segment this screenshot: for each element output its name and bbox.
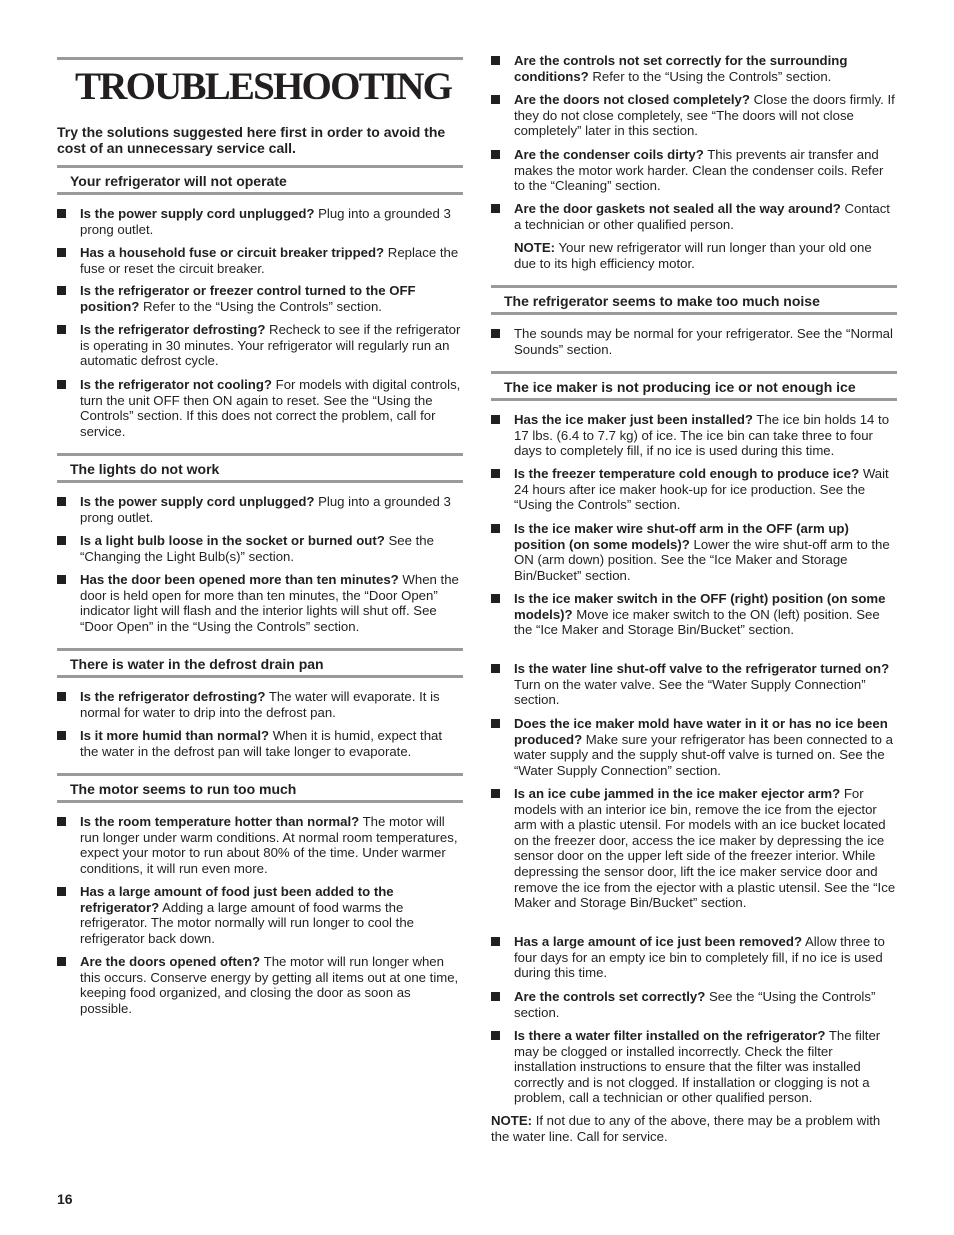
bullet-icon: [57, 248, 66, 257]
bullet-icon: [57, 536, 66, 545]
list-item: Has a large amount of ice just been removed? Allow three to four days for an empty ice bin to completely fill, if no ice is used during this time.: [491, 934, 897, 981]
list-item: Is the refrigerator defrosting? Recheck to see if the refrigerator is operating in 30 minutes. Your refrigerator will regularly run an automatic defrost cycle.: [57, 322, 463, 369]
bullet-icon: [491, 469, 500, 478]
bullet-icon: [57, 692, 66, 701]
section-heading: The motor seems to run too much: [57, 773, 463, 803]
bullet-icon: [491, 992, 500, 1001]
list-item: Has the door been opened more than ten minutes? When the door is held open for more than ten minutes, the “Door Open” indicator light will flash and the interior lights will shut off. See “Door Open” in the “Using the Controls” section.: [57, 572, 463, 634]
bullet-icon: [57, 817, 66, 826]
bullet-icon: [491, 524, 500, 533]
page-number: 16: [57, 1191, 73, 1207]
list-item: The sounds may be normal for your refrigerator. See the “Normal Sounds” section.: [491, 326, 897, 357]
note-text: NOTE: Your new refrigerator will run longer than your old one due to its high efficiency motor.: [514, 240, 872, 271]
list-item: Does the ice maker mold have water in it or has no ice been produced? Make sure your refrigerator has been connected to a water supply and the supply shut-off valve is turned on. See the “Water Supply Connection” section.: [491, 716, 897, 778]
list-item: Are the condenser coils dirty? This prevents air transfer and makes the motor work harder. Clean the condenser coils. Refer to the “Cleaning” section.: [491, 147, 897, 194]
list-item: Are the door gaskets not sealed all the way around? Contact a technician or other qualified person.: [491, 201, 897, 232]
bullet-icon: [491, 664, 500, 673]
list-item: Is an ice cube jammed in the ice maker ejector arm? For models with an interior ice bin, remove the ice from the ejector arm with a plastic utensil. For models with an ice bucket located on the freezer door, access the ice maker by depressing the ice sensor door on the upper left side of the freezer interior. While depressing the sensor door, lift the ice maker service door and remove the ice from the ejector with a plastic utensil. See the “Ice Maker and Storage Bin/Bucket” section.: [491, 786, 897, 911]
bullet-icon: [57, 325, 66, 334]
section-heading: The refrigerator seems to make too much noise: [491, 285, 897, 315]
bullet-icon: [491, 937, 500, 946]
page-title: TROUBLESHOOTING: [75, 65, 452, 108]
list-item: Are the controls set correctly? See the “Using the Controls” section.: [491, 989, 897, 1020]
bullet-icon: [57, 731, 66, 740]
list-item: Are the doors opened often? The motor will run longer when this occurs. Conserve energy by getting all items out at one time, keeping food organized, and closing the door as soon as possible.: [57, 954, 463, 1016]
bullet-icon: [491, 204, 500, 213]
section-heading: There is water in the defrost drain pan: [57, 648, 463, 678]
list-item: Are the controls not set correctly for the surrounding conditions? Refer to the “Using the Controls” section.: [491, 53, 897, 84]
bullet-icon: [57, 957, 66, 966]
bullet-icon: [57, 209, 66, 218]
bullet-icon: [491, 415, 500, 424]
bullet-icon: [491, 56, 500, 65]
bullet-icon: [57, 286, 66, 295]
list-item: Is the ice maker wire shut-off arm in the OFF (arm up) position (on some models)? Lower the wire shut-off arm to the ON (arm down) position. See the “Ice Maker and Storage Bin/Bucket” section.: [491, 521, 897, 583]
list-item: Is the ice maker switch in the OFF (right) position (on some models)? Move ice maker switch to the ON (left) position. See the “Ice Maker and Storage Bin/Bucket” section.: [491, 591, 897, 638]
list-item: Is there a water filter installed on the refrigerator? The filter may be clogged or installed incorrectly. Check the filter installation instructions to ensure that the filter was installed correctly and is not clogged. If installation or clogging is not a problem, call a technician or other qualified person.: [491, 1028, 897, 1106]
intro-text: Try the solutions suggested here first in order to avoid the cost of an unnecessary service call.: [57, 124, 446, 156]
section-heading: Your refrigerator will not operate: [57, 165, 463, 195]
bullet-icon: [57, 380, 66, 389]
list-item: Is the power supply cord unplugged? Plug into a grounded 3 prong outlet.: [57, 494, 463, 525]
list-item: Is the refrigerator defrosting? The water will evaporate. It is normal for water to drip into the defrost pan.: [57, 689, 463, 720]
list-item: Is the water line shut-off valve to the refrigerator turned on? Turn on the water valve. See the “Water Supply Connection” section.: [491, 661, 897, 708]
list-item: Are the doors not closed completely? Close the doors firmly. If they do not close completely, see “The doors will not close completely” later in this section.: [491, 92, 897, 139]
list-item: Is it more humid than normal? When it is humid, expect that the water in the defrost pan will take longer to evaporate.: [57, 728, 463, 759]
list-item: Is the power supply cord unplugged? Plug into a grounded 3 prong outlet.: [57, 206, 463, 237]
bullet-icon: [57, 887, 66, 896]
title-rule: [57, 57, 463, 60]
bullet-icon: [491, 719, 500, 728]
list-item: Has a household fuse or circuit breaker tripped? Replace the fuse or reset the circuit breaker.: [57, 245, 463, 276]
list-item: Has a large amount of food just been added to the refrigerator? Adding a large amount of food warms the refrigerator. The motor normally will run longer to cool the refrigerator back down.: [57, 884, 463, 946]
note-text: NOTE: If not due to any of the above, there may be a problem with the water line. Call for service.: [491, 1113, 881, 1144]
list-item: Has the ice maker just been installed? The ice bin holds 14 to 17 lbs. (6.4 to 7.7 kg) of ice. The ice bin can take three to four days to completely fill, if no ice is used during this time.: [491, 412, 897, 459]
list-item: Is the room temperature hotter than normal? The motor will run longer under warm conditions. At normal room temperatures, expect your motor to run about 80% of the time. Under warmer conditions, it will run even more.: [57, 814, 463, 876]
list-item: Is the refrigerator not cooling? For models with digital controls, turn the unit OFF then ON again to reset. See the “Using the Controls” section. If this does not correct the problem, call for service.: [57, 377, 463, 439]
bullet-icon: [491, 150, 500, 159]
section-heading: The ice maker is not producing ice or not enough ice: [491, 371, 897, 401]
bullet-icon: [491, 1031, 500, 1040]
section-heading: The lights do not work: [57, 453, 463, 483]
bullet-icon: [57, 497, 66, 506]
bullet-icon: [491, 95, 500, 104]
list-item: Is a light bulb loose in the socket or burned out? See the “Changing the Light Bulb(s)” section.: [57, 533, 463, 564]
bullet-icon: [57, 575, 66, 584]
bullet-icon: [491, 789, 500, 798]
bullet-icon: [491, 594, 500, 603]
bullet-icon: [491, 329, 500, 338]
list-item: Is the freezer temperature cold enough to produce ice? Wait 24 hours after ice maker hook-up for ice production. See the “Using the Controls” section.: [491, 466, 897, 513]
list-item: Is the refrigerator or freezer control turned to the OFF position? Refer to the “Using the Controls” section.: [57, 283, 463, 314]
